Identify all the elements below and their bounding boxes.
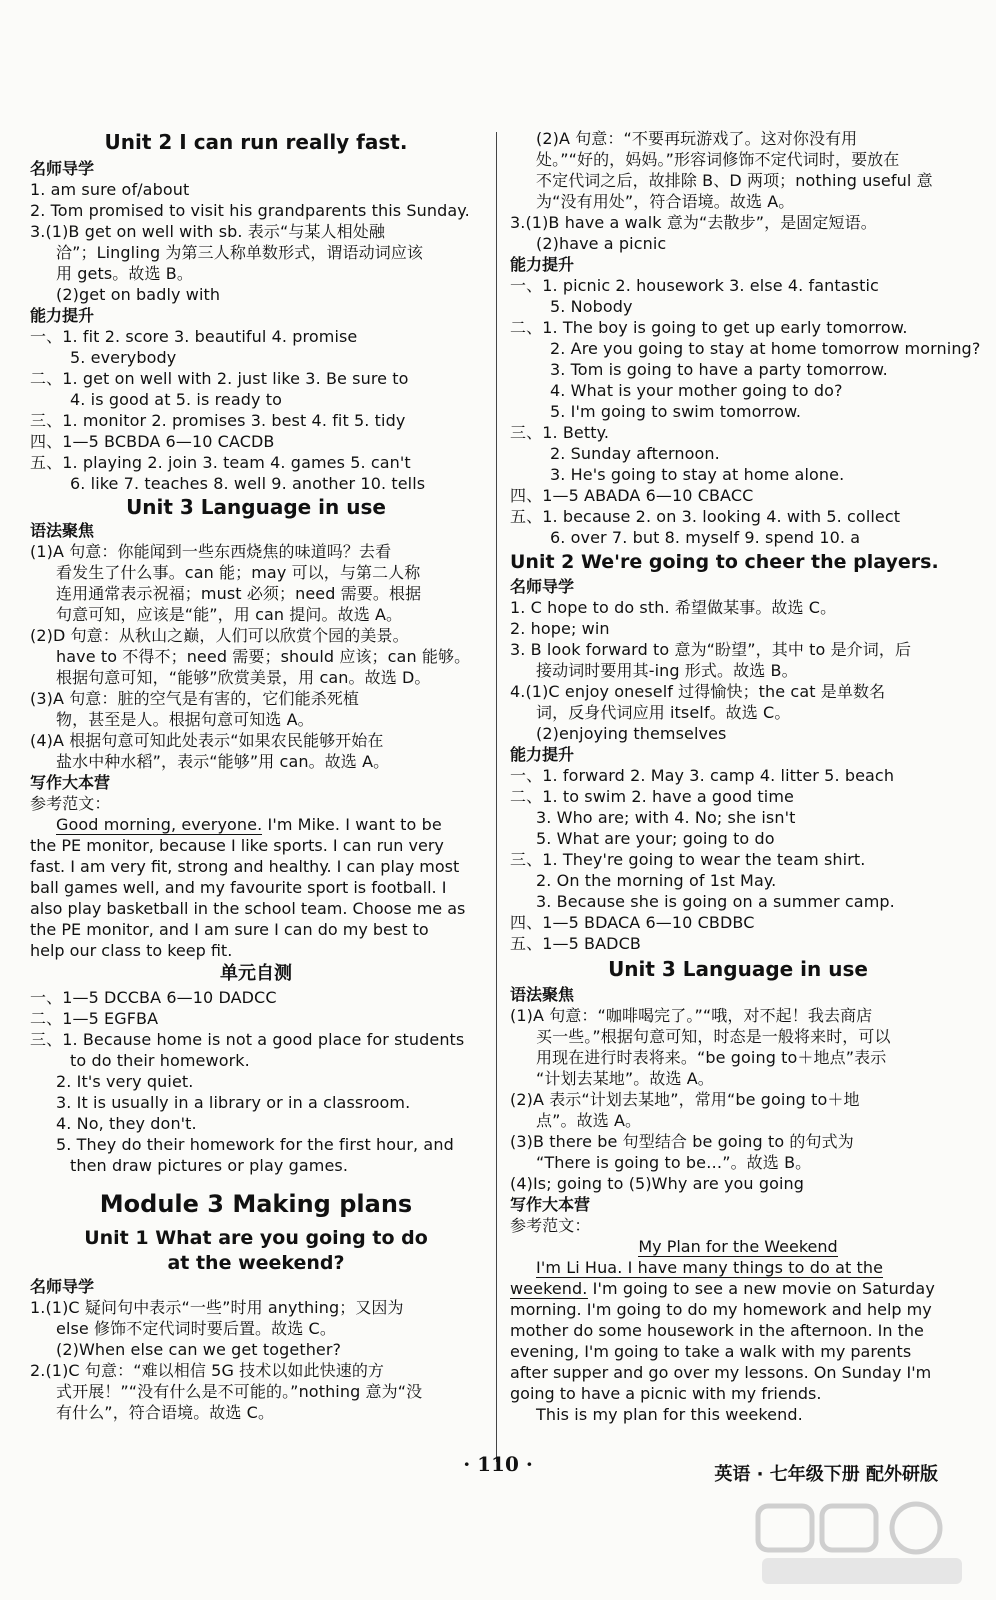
answer-line: (3)B there be 句型结合 be going to 的句式为 bbox=[510, 1132, 854, 1151]
answer-line: 3. It is usually in a library or in a classroom. bbox=[56, 1093, 411, 1112]
answer-line: (2)enjoying themselves bbox=[536, 724, 727, 743]
answer-line: 3. Because she is going on a summer camp. bbox=[536, 892, 895, 911]
answer-line: 6. over 7. but 8. myself 9. spend 10. a bbox=[550, 528, 861, 547]
book-label: 英语 · 七年级下册 配外研版 bbox=[714, 1464, 938, 1485]
answer-line: 3. He's going to stay at home alone. bbox=[550, 465, 845, 484]
answer-line: 三、1. Because home is not a good place for students bbox=[30, 1030, 465, 1049]
answer-line: 2. On the morning of 1st May. bbox=[536, 871, 777, 890]
essay-underlined-text: I'm Li Hua. I have many things to do at the bbox=[536, 1258, 884, 1277]
answer-line: 2.(1)C 句意：“难以相信 5G 技术以如此快速的方 bbox=[30, 1361, 385, 1380]
answer-line: 二、1—5 EGFBA bbox=[30, 1009, 159, 1028]
answer-line: 点”。故选 A。 bbox=[536, 1111, 642, 1130]
essay-line: going to have a picnic with my friends. bbox=[510, 1384, 822, 1403]
answer-line: (1)A 句意：“咖啡喝完了。”“哦，对不起！我去商店 bbox=[510, 1006, 873, 1025]
answer-line: 2. It's very quiet. bbox=[56, 1072, 194, 1091]
section-heading: 能力提升 bbox=[510, 745, 575, 764]
answer-line: 一、1. picnic 2. housework 3. else 4. fantastic bbox=[510, 276, 879, 295]
module-title: Module 3 Making plans bbox=[99, 1190, 413, 1218]
answer-line: (2)get on badly with bbox=[56, 285, 221, 304]
unit3-title: Unit 3 Language in use bbox=[126, 495, 386, 519]
answer-line: 1.(1)C 疑问句中表示“一些”时用 anything；又因为 bbox=[30, 1298, 404, 1317]
answer-line: 四、1—5 BCBDA 6—10 CACDB bbox=[30, 432, 275, 451]
left-column bbox=[30, 128, 482, 1423]
answer-line: 5. I'm going to swim tomorrow. bbox=[550, 402, 802, 421]
essay-line: mother do some housework in the afternoon. In the bbox=[510, 1321, 924, 1340]
answer-line: 5. Nobody bbox=[550, 297, 633, 316]
answer-line: 五、1—5 BADCB bbox=[510, 934, 641, 953]
answer-line: 为“没有用处”，符合语境。故选 A。 bbox=[536, 192, 795, 211]
answer-line: 用 gets。故选 B。 bbox=[56, 264, 193, 283]
section-heading: 写作大本营 bbox=[30, 773, 111, 792]
essay-text: I'm going to see a new movie on Saturday bbox=[587, 1279, 935, 1298]
essay-line: also play basketball in the school team. Choose me as bbox=[30, 899, 466, 918]
section-heading: 名师导学 bbox=[30, 159, 95, 178]
essay-line: the PE monitor, and I am sure I can do my best to bbox=[30, 920, 429, 939]
essay-underlined-opening: Good morning, everyone. bbox=[56, 815, 263, 834]
answer-line: 接动词时要用其-ing 形式。故选 B。 bbox=[536, 661, 798, 680]
answer-line: 物，甚至是人。根据句意可知选 A。 bbox=[56, 710, 314, 729]
answer-line: 盐水中种水稻”，表示“能够”用 can。故选 A。 bbox=[56, 752, 390, 771]
essay-line bbox=[30, 814, 482, 835]
answer-line: 3. Tom is going to have a party tomorrow. bbox=[550, 360, 888, 379]
essay-line: help our class to keep fit. bbox=[30, 941, 233, 960]
answer-line: 1. am sure of/about bbox=[30, 180, 190, 199]
answer-line: 6. like 7. teaches 8. well 9. another 10. tells bbox=[70, 474, 426, 493]
unit2-title: Unit 2 We're going to cheer the players. bbox=[510, 551, 939, 573]
essay-line bbox=[510, 1257, 966, 1278]
answer-line: 5. They do their homework for the first hour, and bbox=[56, 1135, 454, 1154]
answer-line: (4)A 根据句意可知此处表示“如果农民能够开始在 bbox=[30, 731, 384, 750]
essay-title bbox=[510, 1236, 966, 1257]
answer-line: (2)When else can we get together? bbox=[56, 1340, 342, 1359]
sample-essay-label: 参考范文： bbox=[30, 794, 111, 813]
answer-line: 二、1. get on well with 2. just like 3. Be sure to bbox=[30, 369, 409, 388]
answer-line: 处。”“好的，妈妈。”形容词修饰不定代词时，要放在 bbox=[536, 150, 900, 169]
answer-line: 看发生了什么事。can 能；may 可以，与第二人称 bbox=[56, 563, 421, 582]
answer-line: 一、1. forward 2. May 3. camp 4. litter 5. beach bbox=[510, 766, 895, 785]
column-divider bbox=[496, 132, 497, 1462]
answer-line: 五、1. playing 2. join 3. team 4. games 5. can't bbox=[30, 453, 411, 472]
answer-line: 一、1. fit 2. score 3. beautiful 4. promise bbox=[30, 327, 358, 346]
answer-line: 5. everybody bbox=[70, 348, 177, 367]
answer-line: 2. Are you going to stay at home tomorrow morning? bbox=[550, 339, 981, 358]
answer-line: 五、1. because 2. on 3. looking 4. with 5. collect bbox=[510, 507, 901, 526]
answer-line: 4. What is your mother going to do? bbox=[550, 381, 843, 400]
answer-line: 二、1. to swim 2. have a good time bbox=[510, 787, 794, 806]
answer-line: 三、1. monitor 2. promises 3. best 4. fit 5. tidy bbox=[30, 411, 406, 430]
answer-line: 3.(1)B have a walk 意为“去散步”，是固定短语。 bbox=[510, 213, 877, 232]
answer-line: 4. is good at 5. is ready to bbox=[70, 390, 283, 409]
answer-line: 2. Tom promised to visit his grandparents this Sunday. bbox=[30, 201, 470, 220]
essay-line bbox=[510, 1278, 966, 1299]
essay-line: ball games well, and my favourite sport is football. I bbox=[30, 878, 447, 897]
answer-line: 用现在进行时表将来。“be going to＋地点”表示 bbox=[536, 1048, 887, 1067]
answer-line: 三、1. Betty. bbox=[510, 423, 610, 442]
unit3-title: Unit 3 Language in use bbox=[608, 957, 868, 981]
answer-line: (1)A 句意：你能闻到一些东西烧焦的味道吗？去看 bbox=[30, 542, 392, 561]
essay-line: fast. I am very fit, strong and healthy. I can play most bbox=[30, 857, 460, 876]
answer-line: 一、1—5 DCCBA 6—10 DADCC bbox=[30, 988, 277, 1007]
section-heading: 写作大本营 bbox=[510, 1195, 591, 1214]
answer-line: 洽”；Lingling 为第三人称单数形式，谓语动词应该 bbox=[56, 243, 424, 262]
answer-line: else 修饰不定代词时要后置。故选 C。 bbox=[56, 1319, 336, 1338]
essay-line: morning. I'm going to do my homework and help my bbox=[510, 1300, 932, 1319]
module-unit1-title: Unit 1 What are you going to do bbox=[84, 1227, 428, 1249]
answer-line: 句意可知，应该是“能”，用 can 提问。故选 A。 bbox=[56, 605, 403, 624]
essay-line: after supper and go over my lessons. On Sunday I'm bbox=[510, 1363, 932, 1382]
unit2-title: Unit 2 I can run really fast. bbox=[104, 130, 408, 154]
essay-line: This is my plan for this weekend. bbox=[536, 1405, 803, 1424]
section-heading: 语法聚焦 bbox=[30, 521, 95, 540]
answer-line: (2)have a picnic bbox=[536, 234, 667, 253]
answer-line: 4. No, they don't. bbox=[56, 1114, 197, 1133]
page-number: · 110 · bbox=[463, 1452, 533, 1476]
answer-line: (2)D 句意：从秋山之巅，人们可以欣赏个园的美景。 bbox=[30, 626, 409, 645]
sample-essay-label: 参考范文： bbox=[510, 1216, 591, 1235]
answer-line: (2)A 表示“计划去某地”，常用“be going to＋地 bbox=[510, 1090, 860, 1109]
answer-line: (3)A 句意：脏的空气是有害的，它们能杀死植 bbox=[30, 689, 359, 708]
essay-title-text: My Plan for the Weekend bbox=[638, 1237, 838, 1256]
answer-line: 四、1—5 ABADA 6—10 CBACC bbox=[510, 486, 754, 505]
answer-line: have to 不得不；need 需要；should 应该；can 能够。 bbox=[56, 647, 471, 666]
answer-line: 式开展！”“没有什么是不可能的。”nothing 意为“没 bbox=[56, 1382, 423, 1401]
right-column bbox=[510, 128, 981, 1425]
answer-line: “计划去某地”。故选 A。 bbox=[536, 1069, 714, 1088]
answer-line: 3. Who are; with 4. No; she isn't bbox=[536, 808, 796, 827]
section-heading: 语法聚焦 bbox=[510, 985, 575, 1004]
answer-line: 三、1. They're going to wear the team shirt. bbox=[510, 850, 866, 869]
answer-line: “There is going to be…”。故选 B。 bbox=[536, 1153, 812, 1172]
answer-line: 有什么”，符合语境。故选 C。 bbox=[56, 1403, 275, 1422]
answer-line: 1. C hope to do sth. 希望做某事。故选 C。 bbox=[510, 598, 837, 617]
essay-line: the PE monitor, because I like sports. I can run very bbox=[30, 836, 444, 855]
answer-line: 2. Sunday afternoon. bbox=[550, 444, 720, 463]
answer-line: 2. hope; win bbox=[510, 619, 610, 638]
answer-line: 根据句意可知，“能够”欣赏美景，用 can。故选 D。 bbox=[56, 668, 431, 687]
mxqe-watermark-logo-icon bbox=[752, 1500, 972, 1590]
answer-line: (2)A 句意：“不要再玩游戏了。这对你没有用 bbox=[536, 129, 858, 148]
answer-line: 4.(1)C enjoy oneself 过得愉快；the cat 是单数名 bbox=[510, 682, 886, 701]
answer-line: 二、1. The boy is going to get up early tomorrow. bbox=[510, 318, 908, 337]
unit-test-title: 单元自测 bbox=[220, 963, 292, 984]
section-heading: 能力提升 bbox=[510, 255, 575, 274]
section-heading: 名师导学 bbox=[30, 1277, 95, 1296]
answer-line: to do their homework. bbox=[70, 1051, 250, 1070]
answer-line: 买一些。”根据句意可知，时态是一般将来时，可以 bbox=[536, 1027, 891, 1046]
answer-line: 3. B look forward to 意为“盼望”，其中 to 是介词，后 bbox=[510, 640, 912, 659]
module-unit1-title: at the weekend? bbox=[167, 1252, 345, 1274]
answer-line: 3.(1)B get on well with sb. 表示“与某人相处融 bbox=[30, 222, 385, 241]
answer-line: 连用通常表示祝福；must 必须；need 需要。根据 bbox=[56, 584, 422, 603]
essay-line: evening, I'm going to take a walk with my parents bbox=[510, 1342, 912, 1361]
answer-line: 不定代词之后，故排除 B、D 两项；nothing useful 意 bbox=[536, 171, 933, 190]
answer-line: then draw pictures or play games. bbox=[70, 1156, 349, 1175]
answer-line: 四、1—5 BDACA 6—10 CBDBC bbox=[510, 913, 755, 932]
section-heading: 名师导学 bbox=[510, 577, 575, 596]
answer-line: 词，反身代词应用 itself。故选 C。 bbox=[536, 703, 791, 722]
essay-underlined-text: weekend. bbox=[510, 1279, 588, 1298]
essay-text: I'm Mike. I want to be bbox=[262, 815, 442, 834]
answer-line: 5. What are your; going to do bbox=[536, 829, 775, 848]
section-heading: 能力提升 bbox=[30, 306, 95, 325]
answer-line: (4)Is; going to (5)Why are you going bbox=[510, 1174, 805, 1193]
